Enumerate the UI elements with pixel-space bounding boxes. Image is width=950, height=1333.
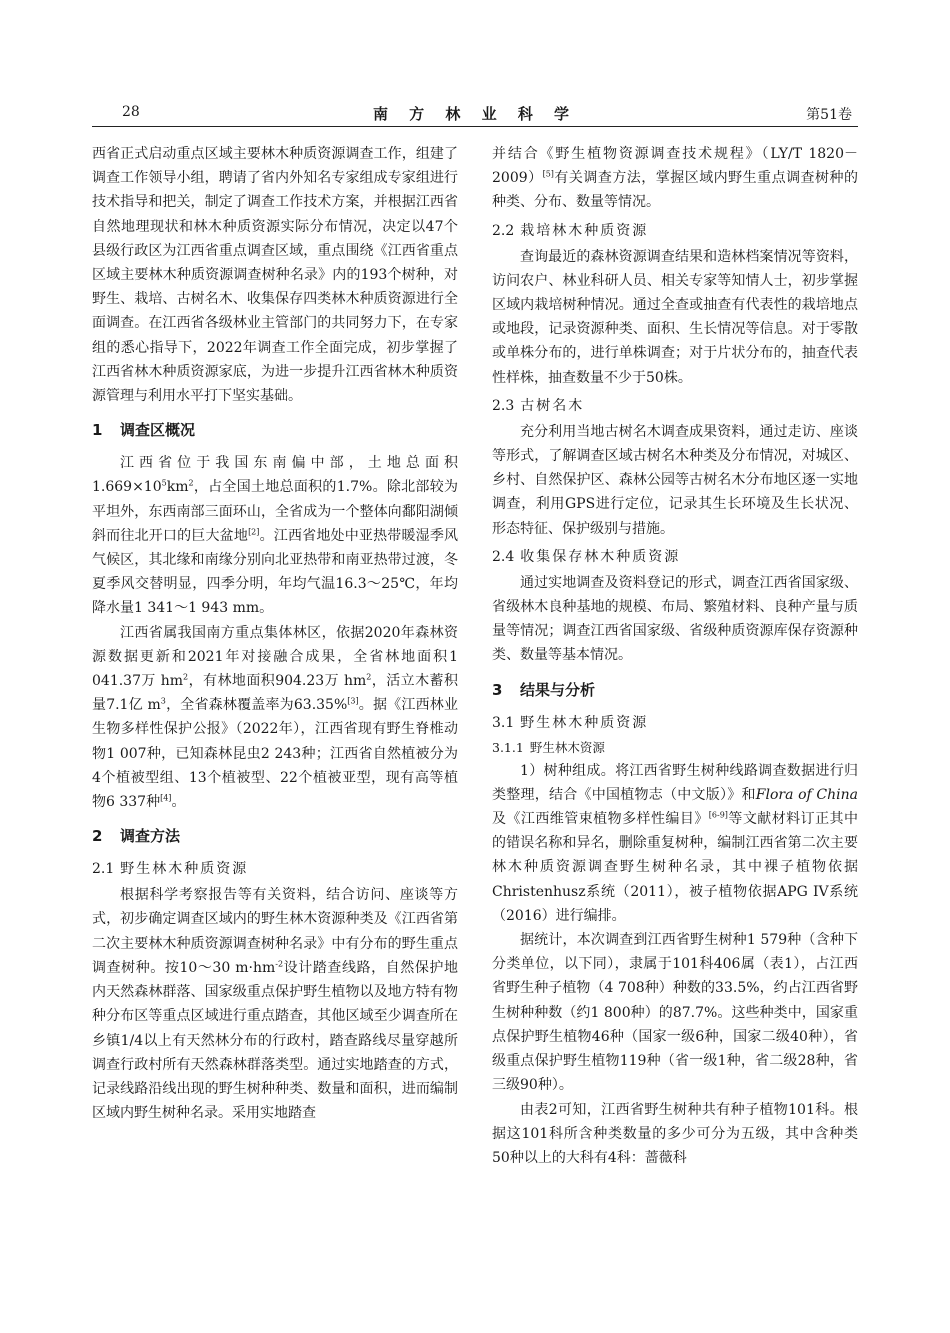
- section-title: 结果与分析: [520, 680, 596, 699]
- paragraph-species-composition: 1）树种组成。将江西省野生树种线路调查数据进行归类整理，结合《中国植物志（中文版）》和Flora of China及《江西维管束植物多样性编目》[6-9]等文献材料订正其中的错误名称和异名，删除重复树种，编制江西省第二次主要林木种质资源调查野生树种名录，其中裸子植物依据Christenhusz系统（2011），被子植物依据APG IV系统（2016）进行编排。: [492, 762, 858, 924]
- paragraph-families: 由表2可知，江西省野生树种共有种子植物101科。根据这101科所含种类数量的多少可分为五级，其中含种类50种以上的大科有4科：蔷薇科: [492, 1101, 858, 1166]
- volume-label: 第51卷: [806, 107, 852, 123]
- subsection-heading-2-2: 2.2 栽培林木种质资源: [492, 222, 649, 239]
- paragraph-statistics: 据统计，本次调查到江西省野生树种1 579种（含种下分类单位，以下同），隶属于101科406属（表1），占江西省野生种子植物（4 708种）种数的33.5%，约占江西省野生树种种数（约1 800种）的87.7%。这些种类中，国家重点保护野生植物46种（国家一级6种，国家二级40种），省级重点保护野生植物119种（省一级1种，省二级28种，省三级90种）。: [492, 932, 858, 1094]
- citation-ref: [5]: [542, 169, 554, 179]
- section-heading-2: [92, 825, 458, 847]
- journal-title: 南 方 林 业 科 学: [372, 105, 578, 123]
- subsection-heading-3-1: 3.1 野生林木种质资源: [492, 714, 649, 731]
- paragraph-cultivated: 查询最近的森林资源调查结果和造林档案情况等资料，访问农户、林业科研人员、相关专家等知情人士，初步掌握区域内栽培树种情况。通过全查或抽查有代表性的栽培地点或地段，记录资源种类、面积、生长情况等信息。对于零散或单株分布的，进行单株调查；对于片状分布的，抽查代表性样株，抽查数量不少于50株。: [492, 248, 858, 386]
- page-number: 28: [122, 104, 140, 120]
- paragraph-location: 江西省位于我国东南偏中部，土地总面积$1.669\times 10^5km^2$，占全国土地总面积的1.7%。除北部较为平坦外，东西南部三面环山，全省成为一个整体向鄱阳湖倾斜而往北开口的巨大盆地[2]。江西省地处中亚热带暖湿季风气候区，其北缘和南缘分别向北亚热带和南亚热带过渡，冬夏季风交替明显，四季分明，年均气温16.3～25℃，年均降水量1 341～1 943 mm。: [92, 455, 459, 617]
- section-number: 1: [92, 421, 103, 440]
- paragraph-forest-resources: 江西省属我国南方重点集体林区，依据2020年森林资源数据更新和2021年对接融合成果，全省林地面积1 041.37万 $hm^2$，有林地面积904.23万 $hm^2$，活立木蓄积量7.1亿 $m^3$，全省森林覆盖率为63.35%[3]。据《江西林业生物多样性保护公报》（2022年），江西省现有野生脊椎动物1 007种，已知森林昆虫2 243种；江西省自然植被分为4个植被型组、13个植被型、22个植被亚型，现有高等植物6 337种[4]。: [92, 624, 458, 811]
- running-header: [92, 102, 858, 127]
- paragraph-intro-continued: 西省正式启动重点区域主要林木种质资源调查工作，组建了调查工作领导小组，聘请了省内外知名专家组成专家组进行技术指导和把关，制定了调查工作技术方案，并根据江西省自然地理现状和林木种质资源实际分布情况，决定以47个县级行政区为江西省重点调查区域，重点围绕《江西省重点区域主要林木种质资源调查树种名录》内的193个树种，对野生、栽培、古树名木、收集保存四类林木种质资源进行全面调查。在江西省各级林业主管部门的共同努力下，在专家组的悉心指导下，2022年调查工作全面完成，初步掌握了江西省林木种质资源家底，为进一步提升江西省林木种质资源管理与利用水平打下坚实基础。: [92, 146, 458, 405]
- subsection-heading-2-3: 2.3 古树名木: [492, 397, 585, 414]
- subsection-heading-2-1: 2.1 野生林木种质资源: [92, 861, 249, 878]
- paragraph-ancient-trees: 充分利用当地古树名木调查成果资料，通过走访、座谈等形式，了解调查区域古树名木种类及分布情况，对城区、乡村、自然保护区、森林公园等古树名木分布地区逐一实地调查，利用GPS进行定位，记录其生长环境及生长状况、形态特征、保护级别与措施。: [492, 423, 858, 537]
- section-title: 调查区概况: [120, 421, 196, 440]
- citation-ref: [6-9]: [708, 810, 728, 820]
- section-number: 2: [92, 827, 103, 846]
- citation-ref: [2]: [248, 527, 260, 537]
- paragraph-wild-method-continued: 并结合《野生植物资源调查技术规程》（LY/T 1820－2009）[5]有关调查方法，掌握区域内野生重点调查树种的种类、分布、数量等情况。: [492, 146, 858, 211]
- citation-ref: [3]: [347, 696, 359, 706]
- section-heading-3: [492, 679, 858, 701]
- citation-ref: [4]: [160, 793, 172, 803]
- paragraph-collection: 通过实地调查及资料登记的形式，调查江西省国家级、省级林木良种基地的规模、布局、繁殖材料、良种产量与质量等情况；调查江西省国家级、省级种质资源库保存资源种类、数量等基本情况。: [492, 574, 858, 664]
- subsubsection-heading-3-1-1: 3.1.1 野生林木资源: [492, 739, 605, 755]
- section-title: 调查方法: [120, 827, 181, 846]
- right-column: [492, 142, 858, 1170]
- left-column: [92, 142, 458, 1125]
- section-heading-1: [92, 419, 458, 441]
- paragraph-wild-method: 根据科学考察报告等有关资料，结合访问、座谈等方式，初步确定调查区域内的野生林木资源种类及《江西省第二次主要林木种质资源调查树种名录》中有分布的野生重点调查树种。按10～30 $m\cdot hm^{-2}$设计踏查线路，自然保护地内天然森林群落、国家级重点保护野生植物以及地方特有物种分布区等重点区域进行重点踏查，其他区域至少调查所在乡镇1/4以上有天然林分布的行政村，踏查路线尽量穿越所调查行政村所有天然森林群落类型。通过实地踏查的方式，记录线路沿线出现的野生树种种类、数量和面积，进而编制区域内野生树种名录。采用实地踏查: [92, 887, 458, 1122]
- subsection-heading-2-4: 2.4 收集保存林木种质资源: [492, 548, 681, 565]
- section-number: 3: [492, 680, 503, 699]
